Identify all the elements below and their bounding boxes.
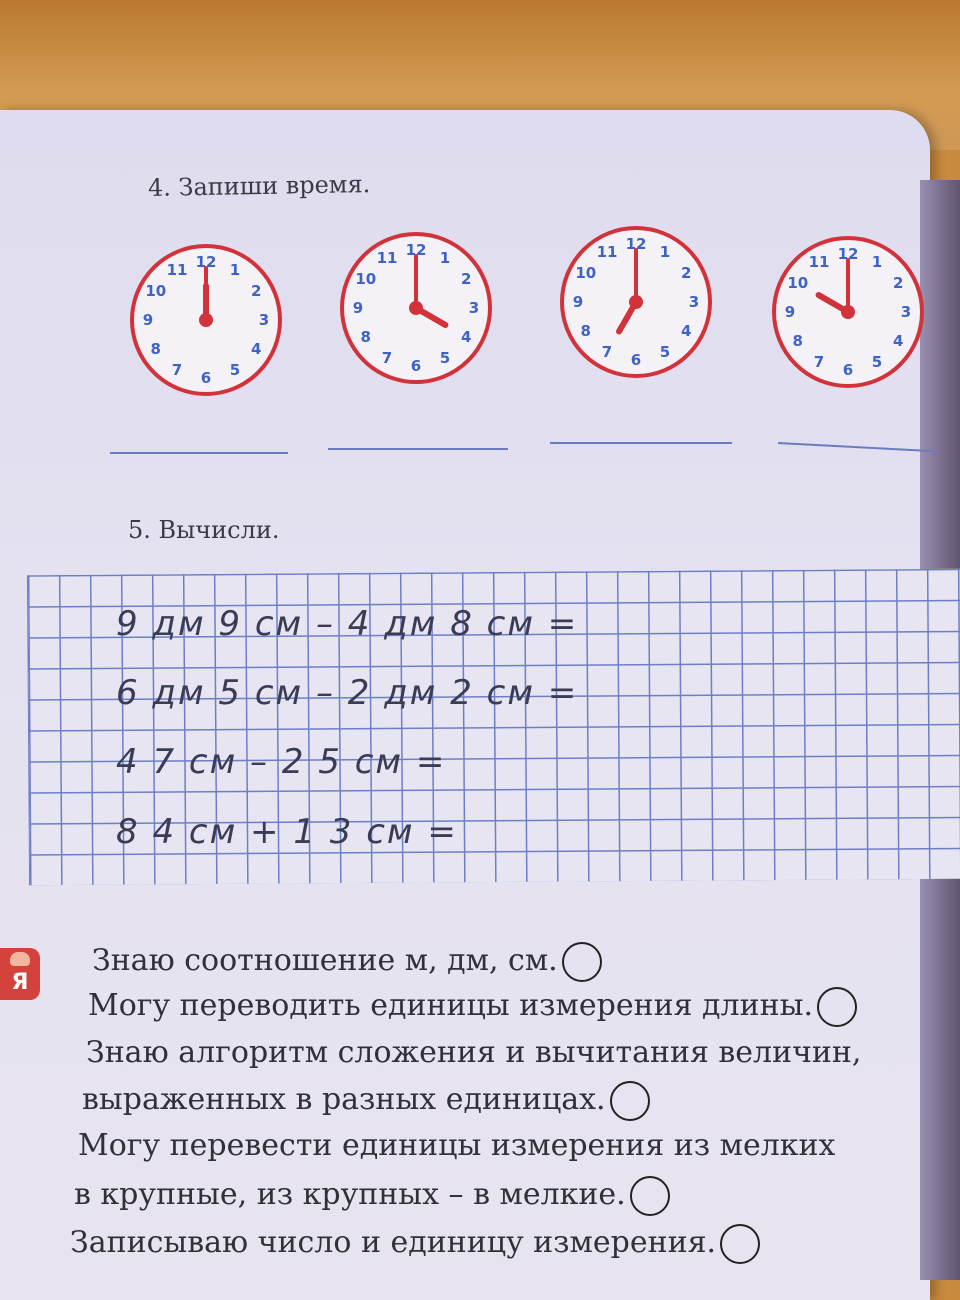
clock-number: 5 bbox=[439, 349, 451, 368]
task4-title: 4. Запиши время. bbox=[147, 170, 371, 202]
self-check-circle-4[interactable] bbox=[630, 1176, 670, 1216]
expression-1: 9 дм 9 см – 4 дм 8 см = bbox=[116, 604, 579, 644]
clock-number: 1 bbox=[659, 242, 671, 261]
self-check-line-2: Могу переводить единицы измерения длины. bbox=[88, 987, 857, 1027]
clock-number: 12 bbox=[195, 253, 217, 271]
expression-2: 6 дм 5 см – 2 дм 2 см = bbox=[116, 673, 579, 713]
clock-number: 2 bbox=[893, 274, 904, 292]
clock-number: 11 bbox=[596, 242, 618, 261]
expression-4: 8 4 см + 1 3 см = bbox=[116, 812, 458, 852]
clock-number: 1 bbox=[871, 252, 883, 271]
clock-number: 12 bbox=[837, 245, 859, 263]
clock-2 bbox=[336, 228, 496, 388]
clock-center bbox=[629, 295, 643, 309]
clock-center bbox=[199, 313, 213, 327]
clock-number: 1 bbox=[229, 260, 241, 279]
clock-center bbox=[841, 305, 855, 319]
self-check-line-4: выраженных в разных единицах. bbox=[82, 1081, 650, 1121]
clock-number: 10 bbox=[355, 270, 377, 288]
clock-number: 8 bbox=[150, 340, 161, 358]
self-check-circle-5[interactable] bbox=[720, 1224, 760, 1264]
clock-number: 3 bbox=[468, 299, 480, 317]
clock-number: 3 bbox=[258, 311, 270, 329]
clock-face bbox=[336, 228, 496, 388]
clock-number: 6 bbox=[410, 357, 422, 375]
answer-line-1[interactable] bbox=[110, 452, 288, 454]
clock-number: 4 bbox=[893, 332, 904, 350]
clock-number: 2 bbox=[681, 264, 692, 282]
self-check-circle-1[interactable] bbox=[562, 942, 602, 982]
clock-number: 11 bbox=[376, 248, 398, 267]
clock-number: 9 bbox=[572, 293, 584, 311]
clock-number: 6 bbox=[200, 369, 212, 387]
self-check-line-6: в крупные, из крупных – в мелкие. bbox=[74, 1176, 670, 1216]
clock-number: 7 bbox=[381, 349, 393, 368]
clock-number: 7 bbox=[601, 343, 613, 362]
clock-number: 10 bbox=[575, 264, 597, 282]
clock-number: 8 bbox=[792, 332, 803, 350]
answer-line-3[interactable] bbox=[550, 442, 732, 444]
clock-center bbox=[409, 301, 423, 315]
clock-number: 10 bbox=[145, 282, 167, 300]
clock-number: 11 bbox=[808, 252, 830, 271]
clock-number: 6 bbox=[630, 351, 642, 369]
clock-face bbox=[556, 222, 716, 382]
clock-number: 3 bbox=[900, 303, 912, 321]
self-check-line-7: Записываю число и единицу измерения. bbox=[70, 1224, 760, 1264]
self-check-line-1: Знаю соотношение м, дм, см. bbox=[92, 942, 602, 982]
clock-number: 9 bbox=[784, 303, 796, 321]
self-check-line-5: Могу перевести единицы измерения из мелких bbox=[78, 1128, 836, 1163]
self-check-circle-2[interactable] bbox=[817, 987, 857, 1027]
clock-number: 7 bbox=[171, 361, 183, 380]
self-check-line-3: Знаю алгоритм сложения и вычитания величин, bbox=[86, 1035, 862, 1070]
clock-number: 12 bbox=[405, 241, 427, 259]
clock-number: 4 bbox=[251, 340, 262, 358]
clock-face bbox=[768, 232, 928, 392]
self-check-badge: Я bbox=[0, 948, 40, 1000]
clock-number: 3 bbox=[688, 293, 700, 311]
answer-line-2[interactable] bbox=[328, 448, 508, 450]
clock-face bbox=[126, 240, 286, 400]
expression-3: 4 7 см – 2 5 см = bbox=[116, 742, 447, 782]
clock-3 bbox=[556, 222, 716, 382]
clock-number: 5 bbox=[659, 343, 671, 362]
clock-number: 4 bbox=[461, 328, 472, 346]
clock-1 bbox=[126, 240, 286, 400]
clock-number: 9 bbox=[352, 299, 364, 317]
clock-number: 8 bbox=[580, 322, 591, 340]
clock-number: 8 bbox=[360, 328, 371, 346]
clock-number: 10 bbox=[787, 274, 809, 292]
clock-number: 12 bbox=[625, 235, 647, 253]
task5-title: 5. Вычисли. bbox=[128, 516, 280, 544]
clock-number: 4 bbox=[681, 322, 692, 340]
clock-number: 6 bbox=[842, 361, 854, 379]
clock-number: 7 bbox=[813, 353, 825, 372]
clock-number: 5 bbox=[871, 353, 883, 372]
clock-4 bbox=[768, 232, 928, 392]
clock-number: 2 bbox=[461, 270, 472, 288]
self-check-circle-3[interactable] bbox=[610, 1081, 650, 1121]
clock-number: 9 bbox=[142, 311, 154, 329]
clock-number: 1 bbox=[439, 248, 451, 267]
clock-number: 5 bbox=[229, 361, 241, 380]
clock-number: 11 bbox=[166, 260, 188, 279]
clock-number: 2 bbox=[251, 282, 262, 300]
